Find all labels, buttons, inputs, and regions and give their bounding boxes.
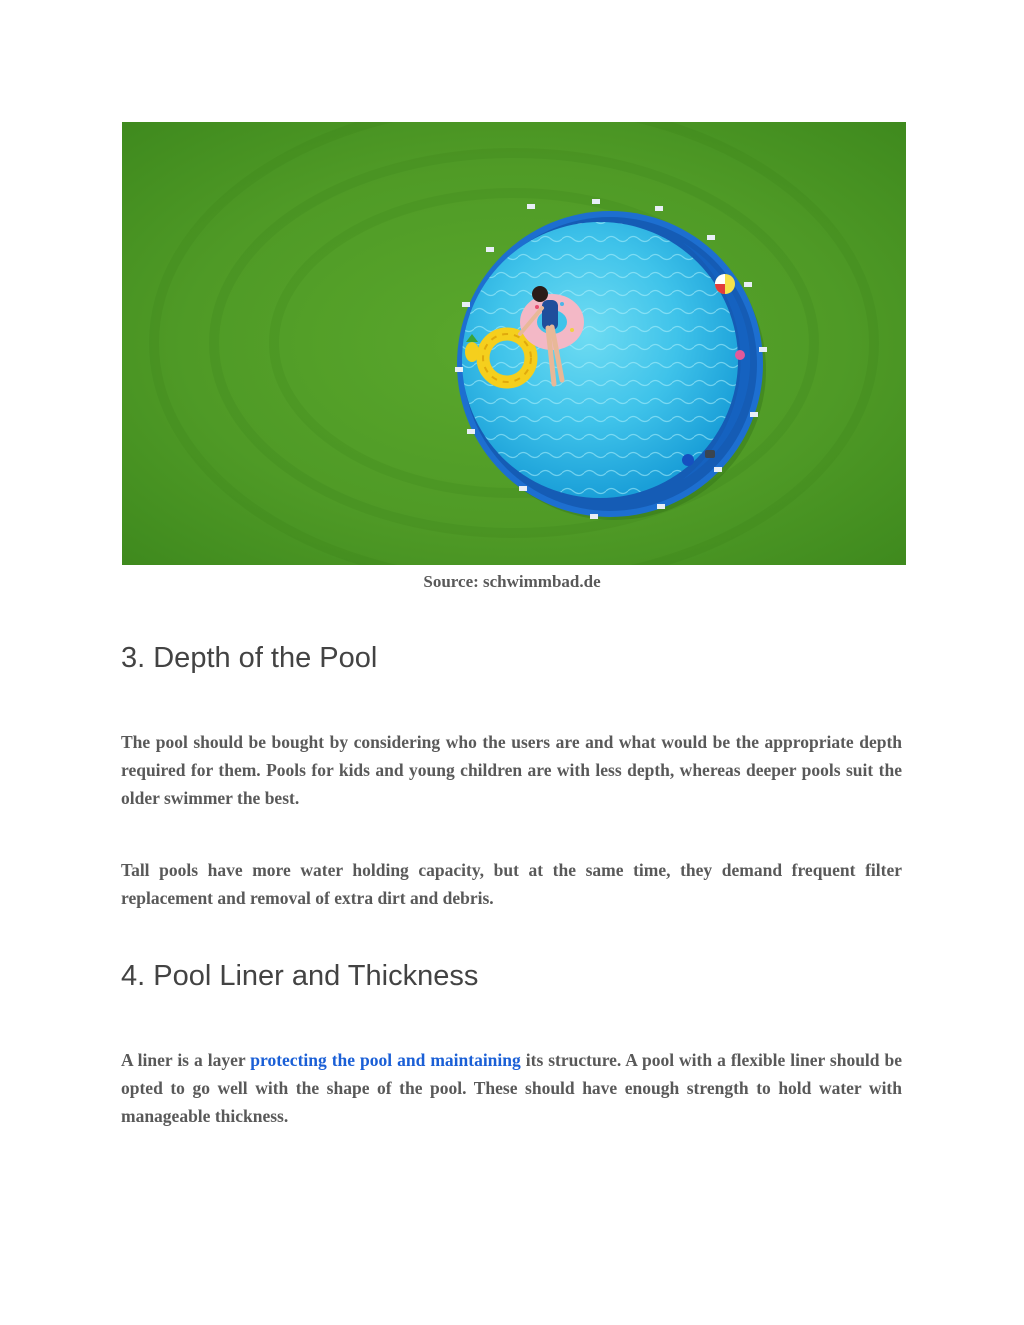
liner-text-end: its structure. A pool with a flexible liner should be opted to go well with the shape of the pool. These should have enough strength to hold water with manageable thickness. (121, 1050, 902, 1126)
section-heading-depth: 3. Depth of the Pool (121, 642, 378, 674)
liner-paragraph (121, 1046, 902, 1130)
small-ball (682, 454, 694, 466)
pool-photo (122, 122, 906, 565)
beach-ball (715, 274, 735, 294)
depth-paragraph-1: The pool should be bought by considering who the users are and what would be the appropriate depth required for them. Pools for kids and young children are with less depth, whereas deeper pools suit the older swimmer the best. (121, 732, 902, 808)
aerial-pool-illustration (122, 122, 906, 565)
section-heading-liner: 4. Pool Liner and Thickness (121, 960, 479, 992)
liner-link[interactable]: protecting the pool and maintaining (250, 1050, 521, 1070)
liner-text-start: A liner is a layer (121, 1050, 251, 1070)
image-caption: Source: schwimmbad.de (423, 572, 601, 591)
depth-paragraph-2: Tall pools have more water holding capacity, but at the same time, they demand frequent filter replacement and removal of extra dirt and debris. (121, 860, 902, 908)
